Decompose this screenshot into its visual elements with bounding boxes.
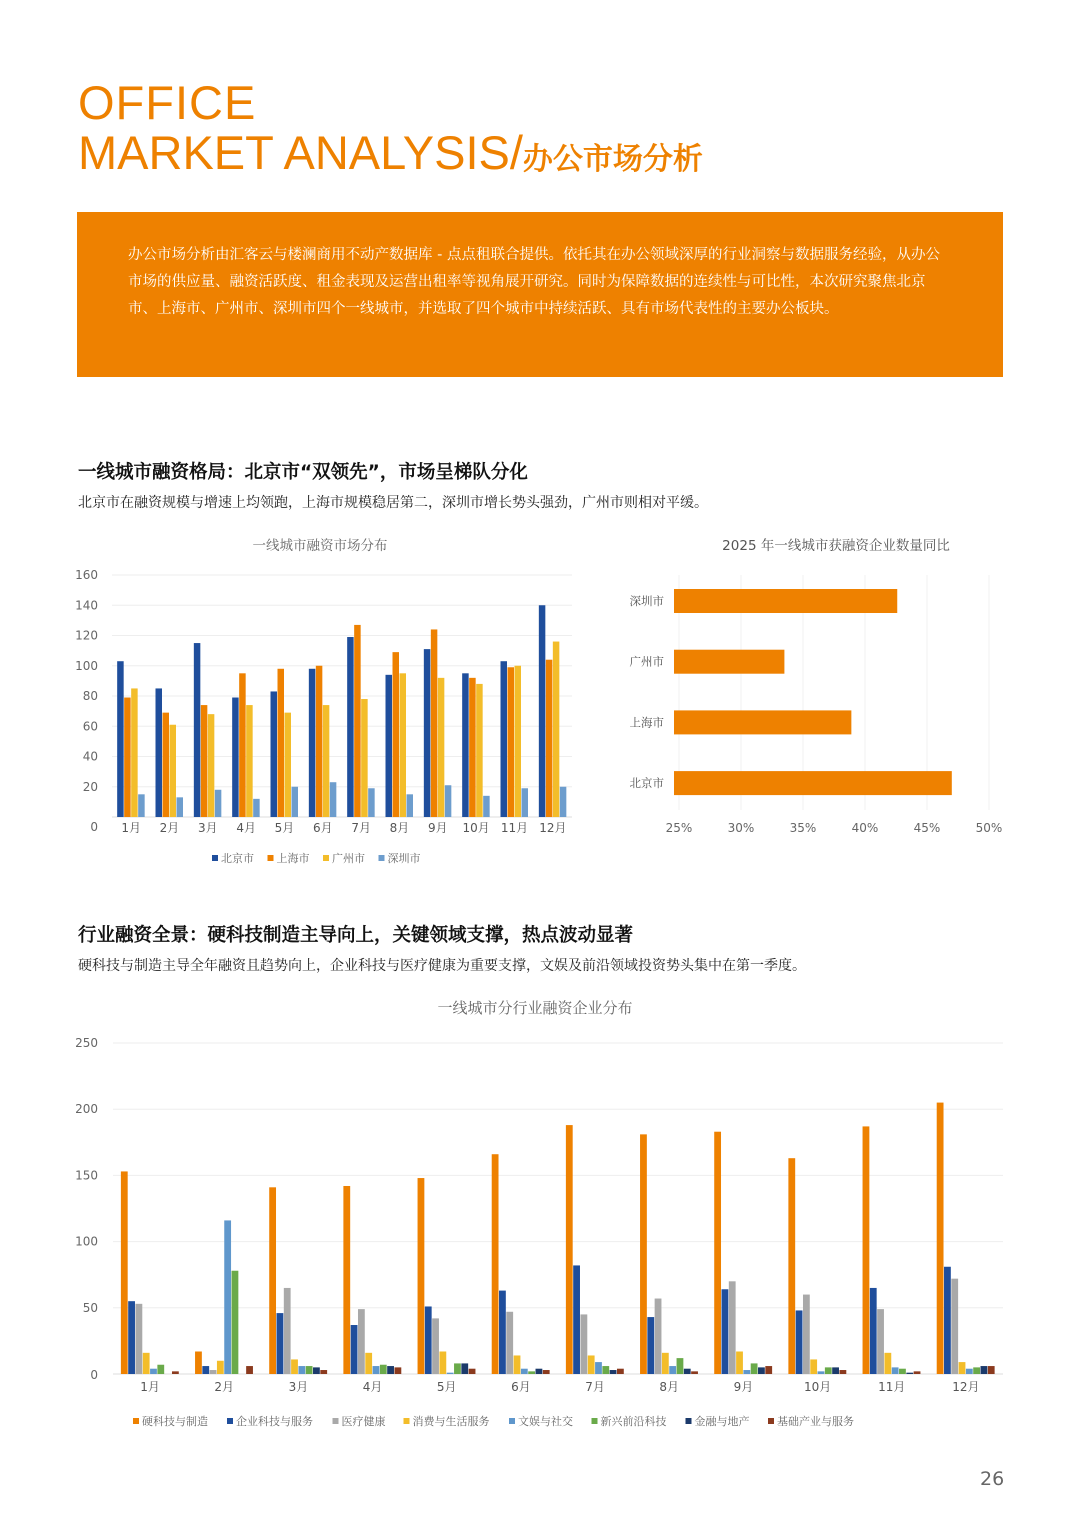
bar-新兴前沿科技 [899,1369,906,1374]
legend-label: 新兴前沿科技 [600,1415,667,1428]
bar-医疗健康 [655,1299,662,1374]
y-tick-label: 100 [75,1234,98,1249]
bar-硬科技与制造 [121,1171,128,1374]
legend-label: 企业科技与服务 [236,1415,313,1428]
bar-文娱与社交 [743,1370,750,1374]
x-tick-label: 5月 [274,821,295,835]
y-tick-label: 60 [82,719,98,734]
x-tick-label: 12月 [539,821,567,835]
bar-硬科技与制造 [937,1103,944,1374]
y-tick-label: 150 [75,1168,98,1183]
bar-深圳市 [215,790,222,817]
bar-广州市 [515,666,522,817]
y-tick-label: 250 [75,1036,98,1050]
bar-深圳市 [292,787,299,817]
bar-上海市 [674,710,851,734]
y-tick-label: 100 [75,658,98,673]
bar-企业科技与服务 [573,1265,580,1374]
x-tick-label: 3月 [288,1380,309,1394]
bar-消费与生活服务 [143,1353,150,1374]
bar-北京市 [309,669,316,817]
bar-深圳市 [674,589,897,613]
bar-硬科技与制造 [640,1134,647,1374]
legend-label: 文娱与社交 [518,1415,573,1428]
legend-swatch [379,855,385,861]
bar-硬科技与制造 [714,1132,721,1374]
y-tick-label: 上海市 [629,715,664,730]
bar-上海市 [393,652,400,817]
y-tick-label: 深圳市 [629,594,664,608]
bar-企业科技与服务 [870,1288,877,1374]
bar-上海市 [316,666,323,817]
bar-广州市 [170,725,177,817]
bar-深圳市 [483,796,490,817]
bar-基础产业与服务 [172,1371,179,1374]
legend-label: 消费与生活服务 [412,1415,490,1428]
bar-广州市 [476,684,483,817]
title-separator: / [509,126,523,179]
bar-基础产业与服务 [469,1369,476,1374]
x-tick-label: 1月 [140,1380,160,1394]
bar-新兴前沿科技 [232,1271,239,1374]
bar-硬科技与制造 [418,1178,425,1374]
chart-title: 2025 年一线城市获融资企业数量同比 [722,538,950,554]
bar-北京市 [194,643,201,817]
x-tick-label: 45% [913,821,941,835]
bar-深圳市 [522,788,529,817]
y-tick-label: 200 [75,1102,98,1117]
bar-北京市 [386,675,393,817]
section1-heading: 一线城市融资格局：北京市“双领先”，市场呈梯队分化 [78,462,528,483]
bar-医疗健康 [210,1370,217,1374]
bar-硬科技与制造 [269,1187,276,1374]
bar-消费与生活服务 [588,1355,595,1374]
bar-深圳市 [138,794,145,817]
y-tick-label: 80 [82,689,98,703]
x-tick-label: 4月 [362,1380,383,1394]
bar-深圳市 [253,799,260,817]
bar-上海市 [124,698,130,817]
x-tick-label: 25% [665,821,693,835]
title-line-1: OFFICE [78,76,257,129]
bar-消费与生活服务 [291,1359,298,1374]
bar-金融与地产 [387,1366,394,1374]
legend-label: 医疗健康 [341,1415,386,1428]
bar-上海市 [278,669,285,817]
bar-企业科技与服务 [351,1325,358,1374]
x-tick-label: 50% [975,821,1003,835]
bar-企业科技与服务 [499,1291,506,1374]
bar-消费与生活服务 [514,1355,521,1374]
bar-广州市 [553,642,560,817]
x-tick-label: 4月 [236,821,256,835]
bar-文娱与社交 [150,1369,157,1374]
bar-上海市 [469,678,476,817]
bar-上海市 [508,667,515,817]
chart-title: 一线城市分行业融资企业分布 [437,999,633,1017]
bar-广州市 [400,673,407,817]
bar-文娱与社交 [224,1220,231,1374]
bar-金融与地产 [684,1369,691,1374]
title-line-2 [78,128,703,185]
bar-硬科技与制造 [195,1351,202,1374]
legend-swatch [268,855,274,861]
bar-新兴前沿科技 [973,1367,980,1374]
bar-金融与地产 [461,1363,468,1374]
bar-上海市 [239,673,246,817]
legend-swatch [768,1418,774,1424]
x-tick-label: 9月 [428,821,448,835]
y-tick-label: 50 [82,1300,98,1315]
bar-北京市 [501,661,508,817]
bar-硬科技与制造 [566,1125,573,1374]
bar-消费与生活服务 [736,1351,743,1374]
legend-label: 硬科技与制造 [142,1415,208,1428]
bar-广州市 [208,714,215,817]
bar-金融与地产 [758,1367,765,1374]
legend-swatch [404,1418,410,1424]
title-cn: 办公市场分析 [522,143,703,176]
bar-企业科技与服务 [722,1289,729,1374]
y-tick-label: 160 [75,568,98,582]
bar-北京市 [232,698,239,817]
bar-企业科技与服务 [425,1306,432,1374]
bar-北京市 [347,637,354,817]
x-tick-label: 8月 [389,821,410,835]
bar-硬科技与制造 [788,1158,795,1374]
bar-广州市 [361,699,368,817]
bar-北京市 [424,649,431,817]
bar-北京市 [674,771,952,795]
x-tick-label: 2月 [214,1380,235,1394]
bar-文娱与社交 [669,1366,676,1374]
bar-上海市 [354,625,361,817]
bar-基础产业与服务 [914,1371,921,1374]
legend-swatch [333,1418,339,1424]
legend-label: 深圳市 [387,852,421,865]
bar-医疗健康 [135,1304,142,1374]
section2-heading: 行业融资全景：硬科技制造主导向上，关键领域支撑，热点波动显著 [78,925,634,946]
bar-文娱与社交 [373,1366,380,1374]
y-tick-label: 0 [90,820,98,834]
bar-上海市 [431,629,438,817]
title-en: MARKET ANALYSIS [78,126,510,179]
chart-title: 一线城市融资市场分布 [252,538,388,554]
y-tick-label: 北京市 [629,776,664,791]
bar-企业科技与服务 [647,1317,654,1374]
section1-subtitle: 北京市在融资规模与增速上均领跑，上海市规模稳居第二，深圳市增长势头强劲，广州市则相对平缓。 [78,495,708,511]
bar-医疗健康 [284,1288,291,1374]
legend-label: 金融与地产 [694,1415,750,1428]
bar-消费与生活服务 [662,1353,669,1374]
legend-swatch [212,855,218,861]
bar-北京市 [462,673,469,817]
y-tick-label: 140 [75,598,98,613]
x-tick-label: 6月 [313,821,333,835]
bar-文娱与社交 [447,1373,454,1374]
bar-消费与生活服务 [217,1361,224,1374]
chart-city-yoy [590,530,1010,850]
bar-深圳市 [407,794,414,817]
bar-新兴前沿科技 [751,1363,758,1374]
bar-文娱与社交 [818,1371,825,1374]
legend-swatch [686,1418,692,1424]
x-tick-label: 40% [851,821,879,835]
legend-swatch [592,1418,598,1424]
bar-医疗健康 [951,1279,958,1374]
section2-subtitle: 硬科技与制造主导全年融资且趋势向上，企业科技与医疗健康为重要支撑，文娱及前沿领域投资势头集中在第一季度。 [78,958,806,974]
bar-金融与地产 [610,1370,617,1374]
legend-label: 基础产业与服务 [777,1415,854,1428]
x-tick-label: 10月 [803,1380,832,1394]
y-tick-label: 0 [90,1368,98,1382]
bar-基础产业与服务 [839,1370,846,1374]
x-tick-label: 7月 [351,821,371,835]
x-tick-label: 7月 [585,1380,605,1394]
bar-基础产业与服务 [320,1370,327,1374]
bar-深圳市 [445,785,452,817]
x-tick-label: 35% [789,821,817,835]
bar-企业科技与服务 [202,1366,209,1374]
bar-基础产业与服务 [765,1366,772,1374]
bar-新兴前沿科技 [825,1367,832,1374]
y-tick-label: 20 [82,779,98,794]
bar-消费与生活服务 [959,1362,966,1374]
bar-硬科技与制造 [343,1186,350,1374]
bar-深圳市 [177,797,184,817]
bar-文娱与社交 [298,1366,305,1374]
chart-industry-financing [0,990,1080,1440]
bar-深圳市 [330,782,337,817]
bar-金融与地产 [906,1373,913,1374]
bar-上海市 [546,660,553,817]
bar-基础产业与服务 [543,1370,550,1374]
bar-广州市 [674,650,784,674]
bar-医疗健康 [506,1312,513,1374]
bar-消费与生活服务 [884,1353,891,1374]
bar-北京市 [117,661,124,817]
y-tick-label: 120 [75,628,98,643]
x-tick-label: 1月 [121,821,141,835]
bar-新兴前沿科技 [306,1366,313,1374]
legend-label: 上海市 [276,852,310,865]
bar-基础产业与服务 [394,1367,401,1374]
x-tick-label: 11月 [500,821,529,835]
bar-金融与地产 [832,1367,839,1374]
x-tick-label: 30% [727,821,755,835]
bar-医疗健康 [803,1295,810,1374]
bar-文娱与社交 [521,1369,528,1374]
bar-企业科技与服务 [944,1267,951,1374]
bar-消费与生活服务 [365,1353,372,1374]
bar-金融与地产 [981,1366,988,1374]
intro-box: 办公市场分析由汇客云与楼澜商用不动产数据库 - 点点租联合提供。依托其在办公领域深厚的行业洞察与数据服务经验，从办公市场的供应量、融资活跃度、租金表现及运营出租率等视角展开研究。同时为保障数据的连续性与可比性，本次研究聚焦北京市、上海市、广州市、深圳市四个一线城市，并选取了四个城市中持续活跃、具有市场代表性的主要办公板块。 [77,212,1003,377]
bar-新兴前沿科技 [602,1366,609,1374]
y-tick-label: 广州市 [629,654,664,669]
bar-金融与地产 [313,1367,320,1374]
bar-北京市 [156,688,163,817]
x-tick-label: 10月 [462,821,490,835]
bar-上海市 [163,713,170,817]
x-tick-label: 6月 [511,1380,531,1394]
bar-企业科技与服务 [796,1310,803,1374]
bar-医疗健康 [729,1281,736,1374]
bar-企业科技与服务 [128,1301,135,1374]
x-tick-label: 3月 [198,821,218,835]
bar-硬科技与制造 [863,1126,870,1374]
bar-文娱与社交 [966,1369,973,1374]
bar-消费与生活服务 [439,1351,446,1374]
bar-新兴前沿科技 [454,1363,461,1374]
bar-医疗健康 [432,1318,439,1374]
bar-基础产业与服务 [691,1371,698,1374]
bar-基础产业与服务 [617,1369,624,1374]
bar-新兴前沿科技 [677,1358,684,1374]
bar-文娱与社交 [595,1362,602,1374]
bar-医疗健康 [580,1314,587,1374]
x-tick-label: 5月 [436,1380,457,1394]
legend-swatch [509,1418,515,1424]
bar-广州市 [246,705,253,817]
x-tick-label: 11月 [878,1380,906,1394]
bar-基础产业与服务 [246,1366,253,1374]
bar-医疗健康 [358,1309,365,1374]
y-tick-label: 40 [82,749,98,764]
bar-消费与生活服务 [810,1359,817,1374]
bar-深圳市 [560,787,567,817]
x-tick-label: 2月 [159,821,180,835]
bar-上海市 [201,705,208,817]
bar-企业科技与服务 [277,1313,284,1374]
chart-city-financing [0,530,590,875]
bar-北京市 [271,691,278,817]
x-tick-label: 9月 [733,1380,754,1394]
page-number: 26 [980,1468,1005,1490]
bar-广州市 [323,705,330,817]
bar-新兴前沿科技 [157,1365,164,1374]
legend-swatch [227,1418,233,1424]
bar-硬科技与制造 [492,1154,499,1374]
x-tick-label: 12月 [952,1380,980,1394]
legend-swatch [133,1418,139,1424]
bar-广州市 [131,688,138,817]
bar-新兴前沿科技 [528,1371,535,1374]
bar-广州市 [285,713,292,817]
bar-广州市 [438,678,445,817]
bar-医疗健康 [877,1309,884,1374]
legend-swatch [323,855,329,861]
bar-新兴前沿科技 [380,1365,387,1374]
bar-北京市 [539,605,546,817]
x-tick-label: 8月 [659,1380,680,1394]
bar-文娱与社交 [892,1367,899,1374]
legend-label: 广州市 [332,852,365,865]
bar-深圳市 [368,788,375,817]
bar-基础产业与服务 [988,1366,995,1374]
legend-label: 北京市 [221,852,254,865]
bar-金融与地产 [536,1369,543,1374]
